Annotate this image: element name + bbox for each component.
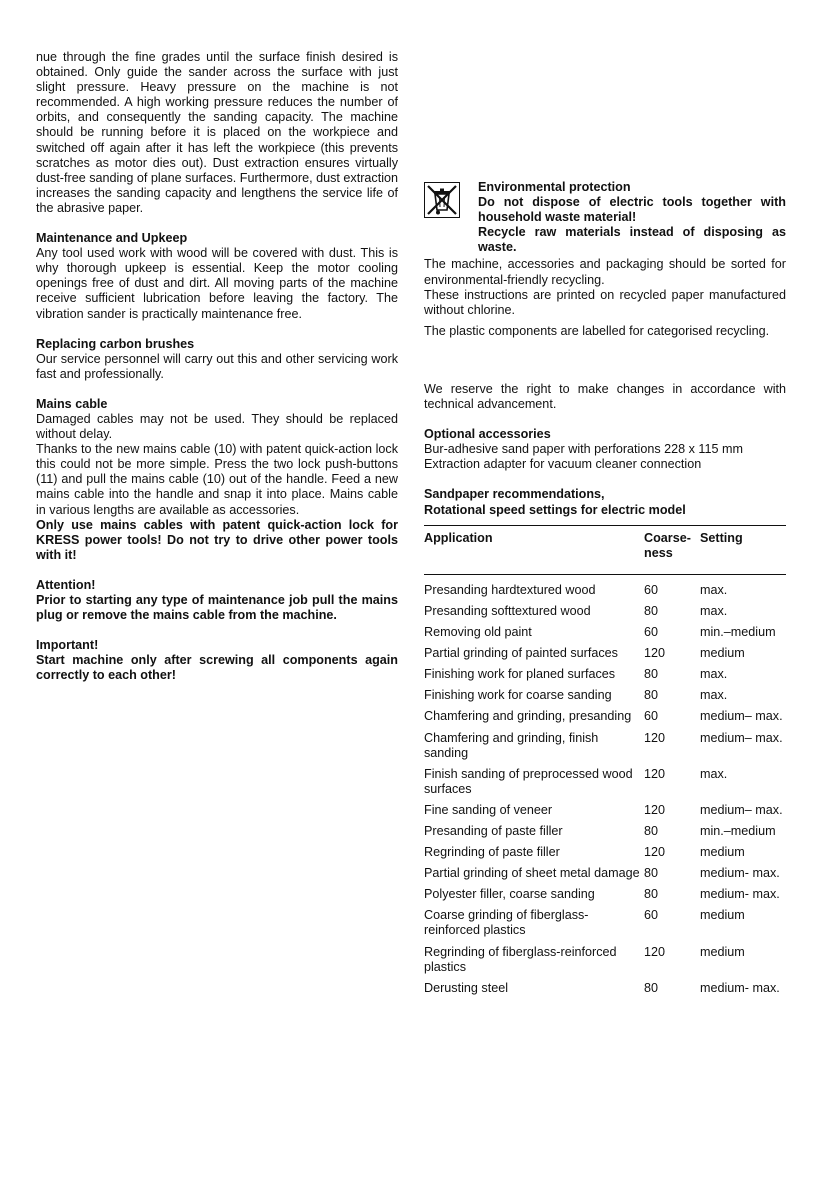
table-body: [424, 574, 786, 1001]
cell-coarseness: 80: [644, 823, 659, 838]
table-row: [424, 574, 786, 604]
cell-setting: min.–medium: [700, 823, 776, 838]
table-row: [424, 845, 786, 866]
cell-application: Finishing work for planed surfaces: [424, 667, 616, 682]
environmental-protection-section: [424, 180, 786, 339]
cell-setting: medium: [700, 845, 745, 860]
column-header-application: Application: [424, 525, 644, 574]
cell-application: Chamfering and grinding, finish sanding: [424, 730, 599, 760]
cell-setting: max.: [700, 766, 728, 781]
cell-application: Fine sanding of veneer: [424, 802, 553, 817]
cell-coarseness: 60: [644, 908, 659, 923]
cell-application: Finish sanding of preprocessed wood surfaces: [424, 766, 633, 796]
mains-cable-paragraph-1: Damaged cables may not be used. They should be replaced without delay.: [36, 411, 398, 442]
cell-coarseness: 60: [644, 625, 659, 640]
maintenance-paragraph: Any tool used work with wood will be covered with dust. This is why thorough upkeep is essential. Keep the motor cooling openings free of dust and dirt. All moving parts of the machine receive sufficient lubrication before leaving the factory. The vibration sander is practically maintenance free.: [36, 246, 398, 321]
column-header-setting: Setting: [700, 525, 786, 574]
cell-application: Presanding of paste filler: [424, 823, 563, 838]
cell-coarseness: 80: [644, 866, 659, 881]
brushes-heading: Replacing carbon brushes: [36, 336, 195, 351]
accessory-item: Extraction adapter for vacuum cleaner connection: [424, 457, 702, 472]
cell-coarseness: 120: [644, 646, 666, 661]
environment-heading: Environmental protection: [478, 180, 631, 194]
accessory-item: Bur-adhesive sand paper with perforations 228 x 115 mm: [424, 442, 743, 457]
attention-text: Prior to starting any type of maintenance job pull the mains plug or remove the mains cable from the machine.: [36, 593, 398, 623]
cell-setting: medium– max.: [700, 709, 783, 724]
accessories-heading: Optional accessories: [424, 427, 551, 442]
cell-application: Presanding hardtextured wood: [424, 582, 596, 597]
sandpaper-subheading: Rotational speed settings for electric model: [424, 502, 686, 517]
cell-setting: medium: [700, 646, 745, 661]
cell-setting: medium– max.: [700, 802, 783, 817]
cell-setting: medium- max.: [700, 887, 780, 902]
table-row: [424, 709, 786, 730]
environment-text-1: The machine, accessories and packaging should be sorted for environmental-friendly recycling.: [424, 257, 786, 287]
cell-setting: medium- max.: [700, 866, 780, 881]
environment-body: [424, 257, 786, 338]
cell-application: Chamfering and grinding, presanding: [424, 709, 632, 724]
table-row: [424, 824, 786, 845]
cell-setting: max.: [700, 582, 728, 597]
left-column: [36, 50, 398, 683]
cell-setting: max.: [700, 603, 728, 618]
crossed-out-wheelie-bin-icon: [424, 182, 460, 218]
cell-coarseness: 120: [644, 766, 666, 781]
environment-header: [424, 180, 786, 255]
cell-setting: max.: [700, 667, 728, 682]
table-row: [424, 646, 786, 667]
cell-setting: max.: [700, 688, 728, 703]
column-header-coarseness: Coarse-ness: [644, 525, 700, 574]
cell-setting: medium: [700, 944, 745, 959]
environment-text-2: These instructions are printed on recycled paper manufactured without chlorine.: [424, 287, 786, 317]
reserve-paragraph: We reserve the right to make changes in accordance with technical advancement.: [424, 382, 786, 412]
sandpaper-table: [424, 525, 786, 1002]
important-text: Start machine only after screwing all components again correctly to each other!: [36, 653, 398, 683]
table-row: [424, 667, 786, 688]
table-row: [424, 908, 786, 944]
table-row: [424, 604, 786, 625]
table-row: [424, 866, 786, 887]
cell-coarseness: 120: [644, 944, 666, 959]
cell-coarseness: 80: [644, 667, 659, 682]
attention-heading: Attention!: [36, 577, 96, 592]
mains-cable-paragraph-2: Thanks to the new mains cable (10) with patent quick-action lock this could not be more simple. Press the two lock push-buttons (11) and pull the mains cable (10) out of the handle. Feed a new mains cable into the handle and snap it into place. Mains cable in various lengths are available as accessories.: [36, 442, 398, 517]
cell-coarseness: 120: [644, 845, 666, 860]
table-row: [424, 945, 786, 981]
table-row: [424, 731, 786, 767]
cell-coarseness: 80: [644, 980, 659, 995]
cell-setting: min.–medium: [700, 625, 776, 640]
table-row: [424, 803, 786, 824]
maintenance-heading: Maintenance and Upkeep: [36, 231, 188, 246]
cell-application: Finishing work for coarse sanding: [424, 688, 612, 703]
cell-coarseness: 80: [644, 887, 659, 902]
cell-application: Removing old paint: [424, 625, 532, 640]
cell-application: Partial grinding of painted surfaces: [424, 646, 618, 661]
right-column: [424, 382, 786, 1002]
cell-setting: medium: [700, 908, 745, 923]
table-row: [424, 625, 786, 646]
cell-coarseness: 120: [644, 802, 666, 817]
cell-coarseness: 120: [644, 730, 666, 745]
cell-application: Regrinding of paste filler: [424, 845, 560, 860]
table-row: [424, 688, 786, 709]
mains-cable-warning: Only use mains cables with patent quick-action lock for KRESS power tools! Do not try to drive other power tools with it!: [36, 517, 398, 562]
intro-paragraph: nue through the fine grades until the surface finish desired is obtained. Only guide the sander across the surface with just slight pressure. Heavy pressure on the machine is not recommended. A high working pressure reduces the number of orbits, and consequently the sanding capacity. The machine should be running before it is placed on the workpiece and switched off again after it has left the workpiece (this prevents scratches as motor dies out). Dust extraction ensures virtually dust-free sanding of plane surfaces. Furthermore, dust extraction increases the sanding capacity and lengthens the service life of the abrasive paper.: [36, 50, 398, 215]
table-row: [424, 981, 786, 1002]
cell-application: Presanding softtextured wood: [424, 603, 591, 618]
environment-warning-2: Recycle raw materials instead of disposing as waste.: [478, 225, 786, 255]
cell-application: Derusting steel: [424, 980, 508, 995]
cell-application: Coarse grinding of fiberglass-reinforced plastics: [424, 908, 589, 938]
cell-setting: medium– max.: [700, 730, 783, 745]
sandpaper-heading: Sandpaper recommendations,: [424, 487, 605, 502]
brushes-paragraph: Our service personnel will carry out this and other servicing work fast and professionally.: [36, 351, 398, 381]
cell-setting: medium- max.: [700, 980, 780, 995]
cell-application: Regrinding of fiberglass-reinforced plastics: [424, 944, 617, 974]
cell-coarseness: 60: [644, 709, 659, 724]
cell-coarseness: 80: [644, 603, 659, 618]
cell-coarseness: 60: [644, 582, 659, 597]
cell-application: Partial grinding of sheet metal damage: [424, 866, 640, 881]
table-header-row: [424, 525, 786, 574]
environment-text-3: The plastic components are labelled for categorised recycling.: [424, 323, 770, 338]
important-heading: Important!: [36, 638, 99, 653]
cell-application: Polyester filler, coarse sanding: [424, 887, 595, 902]
cell-coarseness: 80: [644, 688, 659, 703]
environment-warning-1: Do not dispose of electric tools together with household waste material!: [478, 195, 786, 225]
table-row: [424, 887, 786, 908]
table-row: [424, 767, 786, 803]
mains-cable-heading: Mains cable: [36, 396, 108, 411]
